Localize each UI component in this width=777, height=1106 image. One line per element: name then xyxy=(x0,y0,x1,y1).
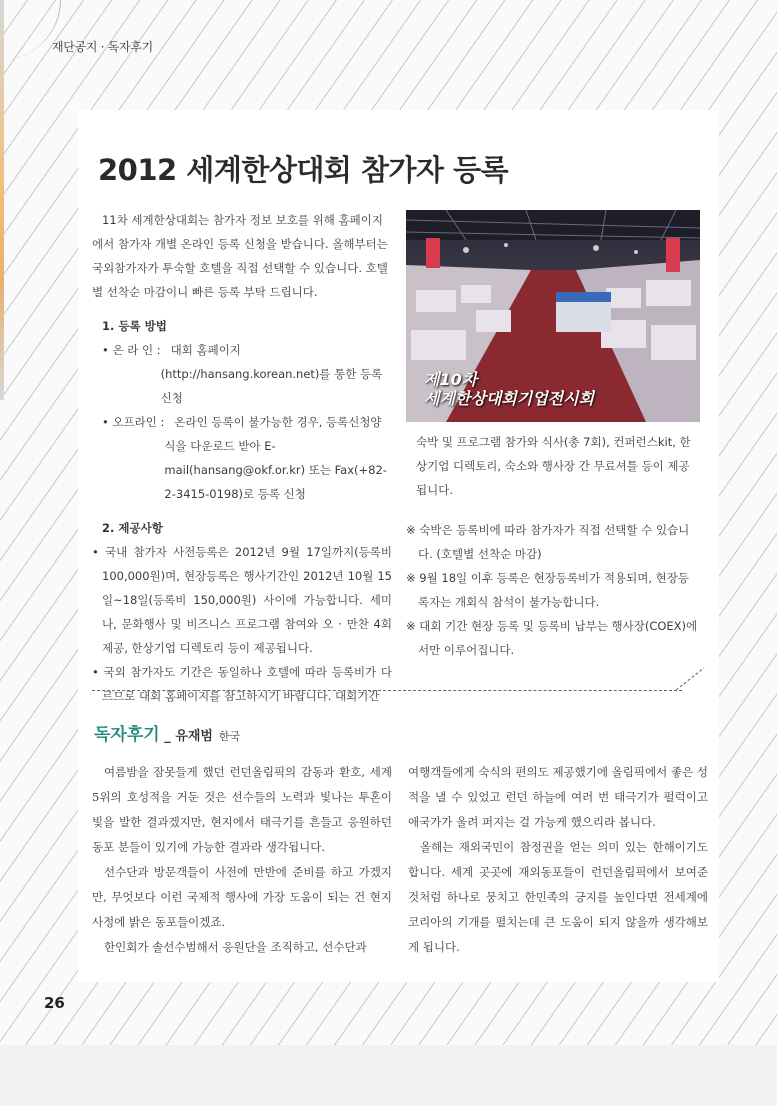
photo-caption-line1: 제10차 xyxy=(424,370,478,389)
review-right-column xyxy=(408,760,708,960)
article-left-column xyxy=(92,208,392,708)
section-label: 재단공지 · 독자후기 xyxy=(52,40,153,54)
review-paragraph: 여행객들에게 숙식의 편의도 제공했기에 올림픽에서 좋은 성적을 낼 수 있었고 런던 하늘에 여러 번 태극기가 펄럭이고 애국가가 울려 퍼지는 걸 가능케 했으리라 봅니다. xyxy=(408,765,708,829)
note-item: ※ 9월 18일 이후 등록은 현장등록비가 적용되며, 현장등록자는 개회식 참석이 불가능합니다. xyxy=(406,571,690,609)
registration-item-text: 온라인 등록이 불가능한 경우, 등록신청양식을 다운로드 받아 E-mail(hansang@okf.or.kr) 또는 Fax(+82-2-3415-0198)로 등록 신청 xyxy=(164,415,387,501)
registration-item-online xyxy=(92,338,392,410)
note-item: ※ 대회 기간 현장 등록 및 등록비 납부는 행사장(COEX)에서만 이루어집니다. xyxy=(406,619,698,657)
section-divider xyxy=(92,690,682,691)
registration-item-text: 대회 홈페이지(http://hansang.korean.net)를 통한 등록 신청 xyxy=(160,343,383,405)
divider-corner xyxy=(676,666,706,692)
article-right-column xyxy=(406,430,700,662)
page-bottom-margin xyxy=(0,1045,777,1106)
review-left-column xyxy=(92,760,392,960)
review-separator: _ xyxy=(159,729,176,744)
article-title: 2012 세계한상대회 참가자 등록 xyxy=(98,153,509,187)
offer-heading: 2. 제공사항 xyxy=(102,521,163,535)
offer-item-foreign: • 국외 참가자도 기간은 동일하나 호텔에 따라 등록비가 다르므로 대회 홈페이지를 참고하시기 바랍니다. 대회기간 xyxy=(92,665,392,703)
article-intro: 11차 세계한상대회는 참가자 정보 보호를 위해 홈페이지에서 참가자 개별 온라인 등록 신청을 받습니다. 올해부터는 국외참가자가 투숙할 호텔을 직접 선택할 수 있습니다. 호텔별 선착순 마감이니 빠른 등록 부탁 드립니다. xyxy=(92,213,388,299)
page-edge-accent xyxy=(0,0,4,400)
review-paragraph: 여름밤을 잠못들게 했던 런던올림픽의 감동과 환호, 세계 5위의 호성적을 거둔 것은 선수들의 노력과 빛나는 투혼이 빛을 발한 결과겠지만, 현지에서 태극기를 흔들고 응원하던 동포 분들이 있기에 가능한 결과라 생각됩니다. xyxy=(92,765,392,854)
review-paragraph: 선수단과 방문객들이 사전에 만반에 준비를 하고 가겠지만, 무엇보다 이런 국제적 행사에 가장 도움이 되는 건 현지 사정에 밝은 동포들이겠죠. xyxy=(92,865,392,929)
review-author: 유재범 xyxy=(175,729,213,744)
review-country: 한국 xyxy=(218,730,241,743)
page-number: 26 xyxy=(44,994,65,1012)
registration-item-key: • 오프라인 : xyxy=(102,415,165,429)
offer-continued: 숙박 및 프로그램 참가와 식사(총 7회), 컨퍼런스kit, 한상기업 디렉토리, 숙소와 행사장 간 무료셔틀 등이 제공됩니다. xyxy=(416,435,691,497)
photo-caption xyxy=(424,370,594,408)
offer-item-domestic: • 국내 참가자 사전등록은 2012년 9월 17일까지(등록비 100,000원)며, 현장등록은 행사기간인 2012년 10월 15일~18일(등록비 150,000원) 사이에 가능합니다. 세미나, 문화행사 및 비즈니스 프로그램 참여와 오 · 만찬 4회 제공, 한상기업 디렉토리 등이 제공됩니다. xyxy=(92,545,392,655)
registration-heading: 1. 등록 방법 xyxy=(102,319,167,333)
review-paragraph: 올해는 재외국민이 참정권을 얻는 의미 있는 한해이기도 합니다. 세계 곳곳에 재외동포들이 런던올림픽에서 보여준 것처럼 하나로 뭉치고 한민족의 긍지를 높인다면 전세계에 코리아의 기개를 펼치는데 큰 도움이 되지 않을까 생각해보게 됩니다. xyxy=(408,840,708,954)
content-panel xyxy=(78,110,719,982)
registration-item-key: • 온 라 인 : xyxy=(102,343,161,357)
review-heading xyxy=(94,720,240,745)
photo-caption-line2: 세계한상대회기업전시회 xyxy=(424,389,595,408)
review-paragraph: 한인회가 솔선수범해서 응원단을 조직하고, 선수단과 xyxy=(104,940,367,954)
review-title: 독자후기 xyxy=(94,725,160,745)
exhibition-photo xyxy=(406,210,700,422)
note-item: ※ 숙박은 등록비에 따라 참가자가 직접 선택할 수 있습니다. (호텔별 선착순 마감) xyxy=(406,523,690,561)
registration-item-offline xyxy=(92,410,392,506)
